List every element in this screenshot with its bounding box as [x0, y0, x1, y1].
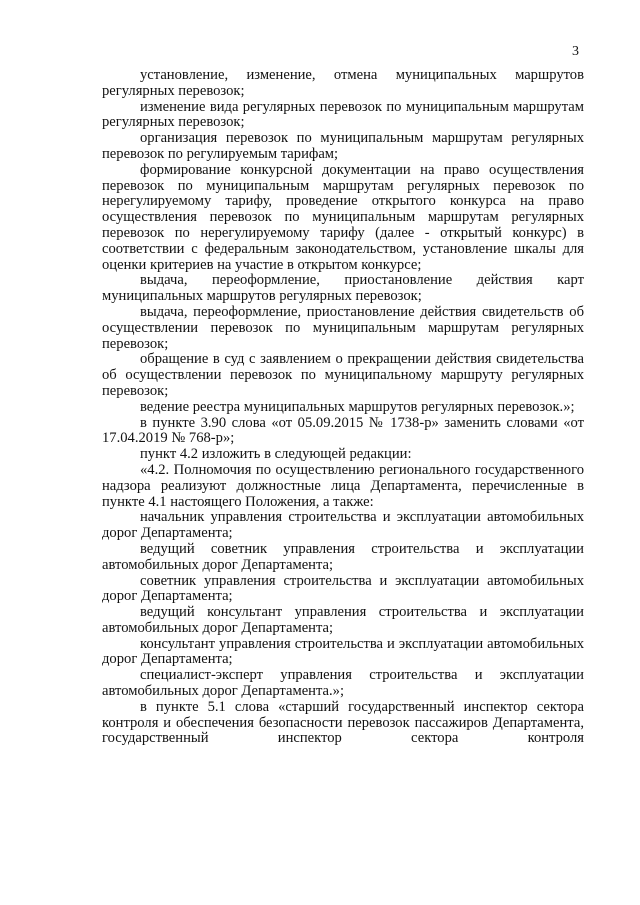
paragraph: в пункте 5.1 слова «старший государственный инспектор сектора контроля и обеспечения безопасности перевозок пассажиров Департамента, государственный инспектор сектора контроля [102, 698, 584, 747]
paragraph: обращение в суд с заявлением о прекращении действия свидетельства об осуществлении перевозок по муниципальному маршруту регулярных перевозок; [102, 351, 584, 399]
paragraph: начальник управления строительства и эксплуатации автомобильных дорог Департамента; [102, 509, 584, 542]
paragraph: «4.2. Полномочия по осуществлению регионального государственного надзора реализуют должностные лица Департамента, перечисленные в пункте 4.1 настоящего Положения, а также: [102, 461, 584, 510]
paragraph: ведущий консультант управления строительства и эксплуатации автомобильных дорог Департамента; [102, 604, 584, 636]
paragraph: установление, изменение, отмена муниципальных маршрутов регулярных перевозок; [102, 67, 584, 99]
paragraph: выдача, переоформление, приостановление действия свидетельств об осуществлении перевозок по муниципальным маршрутам регулярных перевозок; [102, 303, 584, 352]
document-body [102, 68, 584, 747]
paragraph: организация перевозок по муниципальным маршрутам регулярных перевозок по регулируемым тарифам; [102, 130, 584, 162]
page-number: 3 [572, 44, 579, 59]
paragraph: ведение реестра муниципальных маршрутов регулярных перевозок.»; [140, 398, 575, 415]
paragraph: советник управления строительства и эксплуатации автомобильных дорог Департамента; [102, 572, 584, 605]
paragraph: специалист-эксперт управления строительства и эксплуатации автомобильных дорог Департамента.»; [102, 667, 584, 700]
paragraph: выдача, переоформление, приостановление действия карт муниципальных маршрутов регулярных перевозок; [102, 272, 584, 305]
paragraph: ведущий советник управления строительства и эксплуатации автомобильных дорог Департамента; [102, 540, 584, 573]
paragraph: изменение вида регулярных перевозок по муниципальным маршрутам регулярных перевозок; [102, 98, 584, 131]
paragraph: консультант управления строительства и эксплуатации автомобильных дорог Департамента; [102, 635, 584, 668]
paragraph: формирование конкурсной документации на право осуществления перевозок по муниципальным маршрутам регулярных перевозок по нерегулируемому тарифу, проведение открытого конкурса на право осуществления перевозок по муниципальным маршрутам регулярных перевозок по нерегулируемому тарифу (далее - открытый конкурс) в соответствии с федеральным законодательством, установление шкалы для оценки критериев на участие в открытом конкурсе; [102, 161, 584, 273]
paragraph: пункт 4.2 изложить в следующей редакции: [140, 446, 412, 463]
paragraph: в пункте 3.90 слова «от 05.09.2015 № 1738-р» заменить словами «от 17.04.2019 № 768-р»; [102, 414, 584, 447]
